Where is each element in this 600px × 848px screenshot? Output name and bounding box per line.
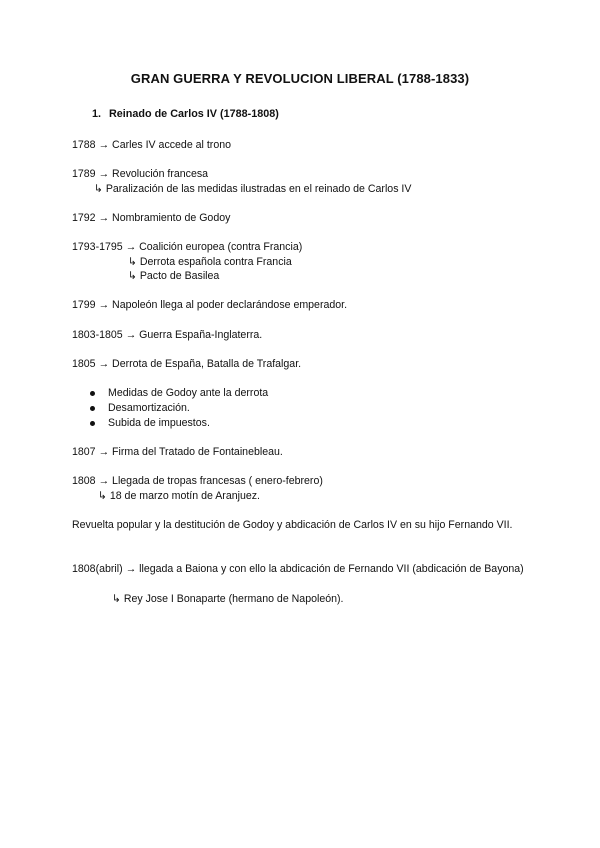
bullet-dot	[90, 421, 95, 426]
paragraph-revuelta: Revuelta popular y la destitución de Godoy y abdicación de Carlos IV en su hijo Fernando VII.	[72, 519, 513, 531]
entry-1805: 1805 → Derrota de España, Batalla de Trafalgar.	[72, 358, 302, 370]
entry-1788: 1788 → Carles IV accede al trono	[72, 139, 231, 151]
entry-1799: 1799 → Napoleón llega al poder declarándose emperador.	[72, 299, 348, 311]
bullet-item: Desamortización.	[108, 402, 190, 414]
entry-1808-abril: 1808(abril) → llegada a Baiona y con ello la abdicación de Fernando VII (abdicación de Bayona)	[72, 563, 524, 575]
entry-1793-1795: 1793-1795 → Coalición europea (contra Francia)	[72, 241, 303, 253]
bullet-dot	[90, 406, 95, 411]
document-title: GRAN GUERRA Y REVOLUCION LIBERAL (1788-1833)	[130, 71, 470, 86]
entry-1789: 1789 → Revolución francesa	[72, 168, 209, 180]
entry-1803-1805: 1803-1805 → Guerra España-Inglaterra.	[72, 329, 263, 341]
section-heading	[92, 108, 279, 120]
entry-1789-sub: ↳ Paralización de las medidas ilustradas en el reinado de Carlos IV	[94, 183, 412, 195]
section-number: 1.	[92, 108, 102, 120]
entry-1808-sub: ↳ 18 de marzo motín de Aranjuez.	[98, 490, 260, 502]
entry-1808: 1808 → Llegada de tropas francesas ( enero-febrero)	[72, 475, 323, 487]
bullet-dot	[90, 391, 95, 396]
bullet-item: Medidas de Godoy ante la derrota	[108, 387, 269, 399]
entry-1807: 1807 → Firma del Tratado de Fontainebleau.	[72, 446, 283, 458]
entry-1793-sub-1: ↳ Derrota española contra Francia	[128, 256, 292, 268]
entry-1792: 1792 → Nombramiento de Godoy	[72, 212, 231, 224]
bullet-item: Subida de impuestos.	[108, 417, 210, 429]
entry-1808-abril-sub: ↳ Rey Jose I Bonaparte (hermano de Napoleón).	[112, 593, 344, 605]
section-heading-text: Reinado de Carlos IV (1788-1808)	[109, 108, 279, 120]
entry-1793-sub-2: ↳ Pacto de Basilea	[128, 270, 220, 282]
